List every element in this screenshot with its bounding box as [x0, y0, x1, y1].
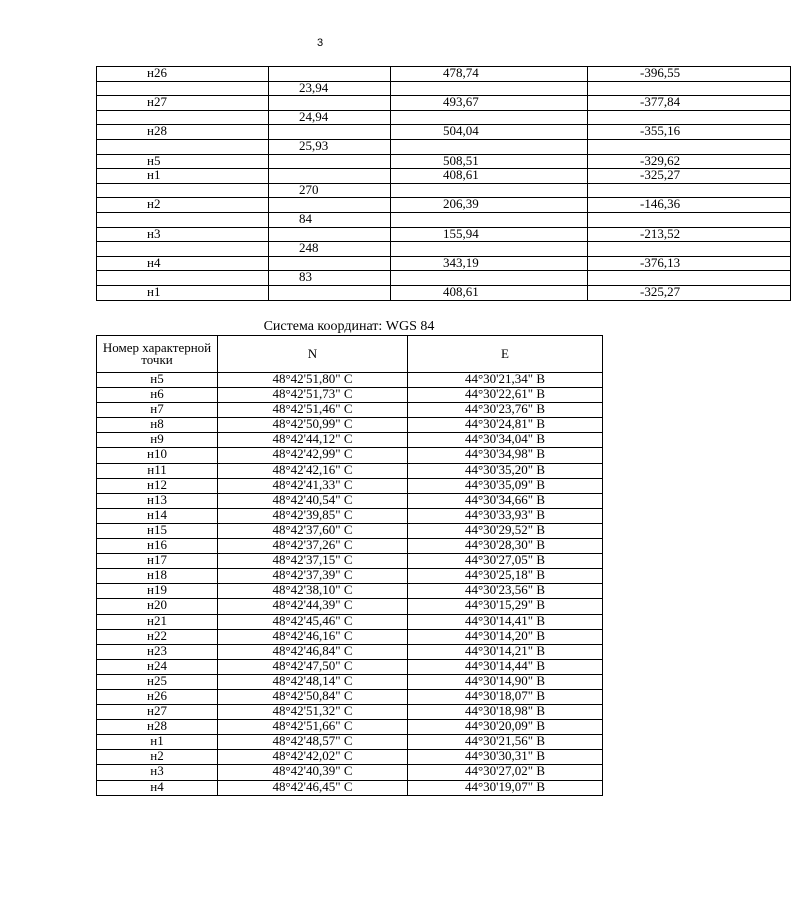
cell-y [588, 139, 791, 154]
cell-point [97, 183, 269, 198]
cell-point: н23 [97, 644, 218, 659]
cell-point: н27 [97, 705, 218, 720]
cell-point: н5 [97, 154, 269, 169]
table-row [97, 780, 603, 795]
cell-x: 206,39 [391, 198, 588, 213]
cell-point: н9 [97, 433, 218, 448]
cell-x [391, 139, 588, 154]
table-row [97, 198, 791, 213]
cell-point [97, 212, 269, 227]
header-e: E [408, 336, 603, 373]
cell-point: н19 [97, 584, 218, 599]
cell-longitude: 44°30'28,30" В [408, 539, 603, 554]
cell-distance [269, 227, 391, 242]
cell-distance: 270 [269, 183, 391, 198]
cell-point: н12 [97, 478, 218, 493]
cell-latitude: 48°42'44,12" С [218, 433, 408, 448]
cell-y: -377,84 [588, 96, 791, 111]
cell-point: н28 [97, 720, 218, 735]
cell-latitude: 48°42'46,45" С [218, 780, 408, 795]
cell-y [588, 242, 791, 257]
table-row [97, 463, 603, 478]
cell-latitude: 48°42'51,80" С [218, 373, 408, 388]
cell-distance: 248 [269, 242, 391, 257]
table-row [97, 765, 603, 780]
cell-point: н17 [97, 554, 218, 569]
cell-y [588, 110, 791, 125]
cell-longitude: 44°30'27,05" В [408, 554, 603, 569]
cell-point: н1 [97, 169, 269, 184]
cell-latitude: 48°42'51,66" С [218, 720, 408, 735]
cell-x [391, 81, 588, 96]
cell-longitude: 44°30'20,09" В [408, 720, 603, 735]
cell-longitude: 44°30'15,29" В [408, 599, 603, 614]
cell-point: н24 [97, 659, 218, 674]
cell-latitude: 48°42'46,16" С [218, 629, 408, 644]
cell-point [97, 81, 269, 96]
cell-x [391, 212, 588, 227]
cell-y: -329,62 [588, 154, 791, 169]
cell-latitude: 48°42'40,54" С [218, 493, 408, 508]
cell-longitude: 44°30'14,21" В [408, 644, 603, 659]
cell-x [391, 271, 588, 286]
cell-point: н6 [97, 388, 218, 403]
cell-point: н18 [97, 569, 218, 584]
cell-longitude: 44°30'34,66" В [408, 493, 603, 508]
cell-latitude: 48°42'51,32" С [218, 705, 408, 720]
cell-point: н8 [97, 418, 218, 433]
page-number: 3 [316, 37, 324, 49]
cell-y: -325,27 [588, 285, 791, 300]
cell-longitude: 44°30'18,98" В [408, 705, 603, 720]
cell-latitude: 48°42'42,99" С [218, 448, 408, 463]
cell-longitude: 44°30'35,09" В [408, 478, 603, 493]
cell-longitude: 44°30'23,76" В [408, 403, 603, 418]
cell-longitude: 44°30'14,41" В [408, 614, 603, 629]
cell-point: н1 [97, 285, 269, 300]
cell-latitude: 48°42'41,33" С [218, 478, 408, 493]
cell-point: н26 [97, 689, 218, 704]
cell-longitude: 44°30'19,07" В [408, 780, 603, 795]
cell-distance: 84 [269, 212, 391, 227]
wgs-section-title: Система координат: WGS 84 [263, 319, 435, 334]
table-row [97, 139, 791, 154]
cell-longitude: 44°30'34,98" В [408, 448, 603, 463]
cell-point: н15 [97, 523, 218, 538]
cell-longitude: 44°30'14,90" В [408, 674, 603, 689]
cell-latitude: 48°42'50,84" С [218, 689, 408, 704]
cell-distance [269, 256, 391, 271]
cell-longitude: 44°30'14,20" В [408, 629, 603, 644]
cell-point: н26 [97, 67, 269, 82]
cell-latitude: 48°42'37,15" С [218, 554, 408, 569]
cell-point: н14 [97, 508, 218, 523]
table-row [97, 599, 603, 614]
cell-distance [269, 169, 391, 184]
cell-point: н25 [97, 674, 218, 689]
cell-point: н7 [97, 403, 218, 418]
cell-point: н3 [97, 765, 218, 780]
cell-point: н28 [97, 125, 269, 140]
cell-point [97, 110, 269, 125]
cell-point: н27 [97, 96, 269, 111]
cell-longitude: 44°30'27,02" В [408, 765, 603, 780]
cell-y: -376,13 [588, 256, 791, 271]
cell-longitude: 44°30'21,34" В [408, 373, 603, 388]
cell-latitude: 48°42'42,16" С [218, 463, 408, 478]
cell-distance [269, 154, 391, 169]
cell-point [97, 271, 269, 286]
cell-latitude: 48°42'38,10" С [218, 584, 408, 599]
cell-longitude: 44°30'29,52" В [408, 523, 603, 538]
cell-distance [269, 96, 391, 111]
cell-y [588, 271, 791, 286]
cell-longitude: 44°30'24,81" В [408, 418, 603, 433]
table-row [97, 169, 791, 184]
cell-point: н1 [97, 735, 218, 750]
cell-latitude: 48°42'51,46" С [218, 403, 408, 418]
header-point-number: Номер характерной точки [97, 336, 218, 373]
cell-y: -213,52 [588, 227, 791, 242]
cell-x: 343,19 [391, 256, 588, 271]
cell-latitude: 48°42'39,85" С [218, 508, 408, 523]
cell-point: н10 [97, 448, 218, 463]
cell-distance [269, 285, 391, 300]
cell-x [391, 183, 588, 198]
cell-point: н13 [97, 493, 218, 508]
cell-latitude: 48°42'48,14" С [218, 674, 408, 689]
cell-longitude: 44°30'14,44" В [408, 659, 603, 674]
cell-x: 478,74 [391, 67, 588, 82]
cell-point: н16 [97, 539, 218, 554]
cell-point: н20 [97, 599, 218, 614]
cell-longitude: 44°30'21,56" В [408, 735, 603, 750]
cell-distance: 23,94 [269, 81, 391, 96]
table-row [97, 125, 791, 140]
table-row [97, 448, 603, 463]
cell-y: -396,55 [588, 67, 791, 82]
cell-point [97, 242, 269, 257]
cell-latitude: 48°42'40,39" С [218, 765, 408, 780]
cell-latitude: 48°42'45,46" С [218, 614, 408, 629]
table-row [97, 614, 603, 629]
cell-latitude: 48°42'47,50" С [218, 659, 408, 674]
cell-y [588, 183, 791, 198]
cell-point: н4 [97, 256, 269, 271]
cell-y: -146,36 [588, 198, 791, 213]
cell-latitude: 48°42'37,26" С [218, 539, 408, 554]
cell-longitude: 44°30'34,04" В [408, 433, 603, 448]
cell-latitude: 48°42'50,99" С [218, 418, 408, 433]
cell-x [391, 242, 588, 257]
cell-y [588, 81, 791, 96]
cell-y: -355,16 [588, 125, 791, 140]
table-row [97, 629, 603, 644]
cell-longitude: 44°30'25,18" В [408, 569, 603, 584]
cell-x: 408,61 [391, 285, 588, 300]
cell-latitude: 48°42'44,39" С [218, 599, 408, 614]
cell-point: н5 [97, 373, 218, 388]
cell-x: 493,67 [391, 96, 588, 111]
cell-latitude: 48°42'37,60" С [218, 523, 408, 538]
cell-distance [269, 67, 391, 82]
table-row [97, 256, 791, 271]
cell-longitude: 44°30'22,61" В [408, 388, 603, 403]
table-row [97, 227, 791, 242]
cell-distance [269, 198, 391, 213]
cell-distance: 24,94 [269, 110, 391, 125]
cell-point: н11 [97, 463, 218, 478]
cell-y [588, 212, 791, 227]
cell-latitude: 48°42'51,73" С [218, 388, 408, 403]
cell-point: н21 [97, 614, 218, 629]
cell-latitude: 48°42'37,39" С [218, 569, 408, 584]
cell-point: н4 [97, 780, 218, 795]
cell-point: н2 [97, 750, 218, 765]
cell-point [97, 139, 269, 154]
cell-longitude: 44°30'23,56" В [408, 584, 603, 599]
table-row [97, 96, 791, 111]
table-row [97, 478, 603, 493]
table-row [97, 212, 791, 227]
table-header-row [97, 336, 603, 373]
cell-latitude: 48°42'48,57" С [218, 735, 408, 750]
table-row [97, 285, 791, 300]
cell-latitude: 48°42'46,84" С [218, 644, 408, 659]
cell-point: н2 [97, 198, 269, 213]
coordinates-table-wgs84 [96, 335, 603, 796]
header-n: N [218, 336, 408, 373]
cell-longitude: 44°30'35,20" В [408, 463, 603, 478]
cell-x: 504,04 [391, 125, 588, 140]
cell-longitude: 44°30'33,93" В [408, 508, 603, 523]
coordinates-table-local [96, 66, 791, 301]
cell-point: н3 [97, 227, 269, 242]
cell-x: 155,94 [391, 227, 588, 242]
cell-latitude: 48°42'42,02" С [218, 750, 408, 765]
cell-x: 508,51 [391, 154, 588, 169]
cell-distance: 83 [269, 271, 391, 286]
cell-distance [269, 125, 391, 140]
cell-longitude: 44°30'18,07" В [408, 689, 603, 704]
table-row [97, 67, 791, 82]
cell-x [391, 110, 588, 125]
cell-x: 408,61 [391, 169, 588, 184]
cell-distance: 25,93 [269, 139, 391, 154]
cell-point: н22 [97, 629, 218, 644]
cell-longitude: 44°30'30,31" В [408, 750, 603, 765]
cell-y: -325,27 [588, 169, 791, 184]
